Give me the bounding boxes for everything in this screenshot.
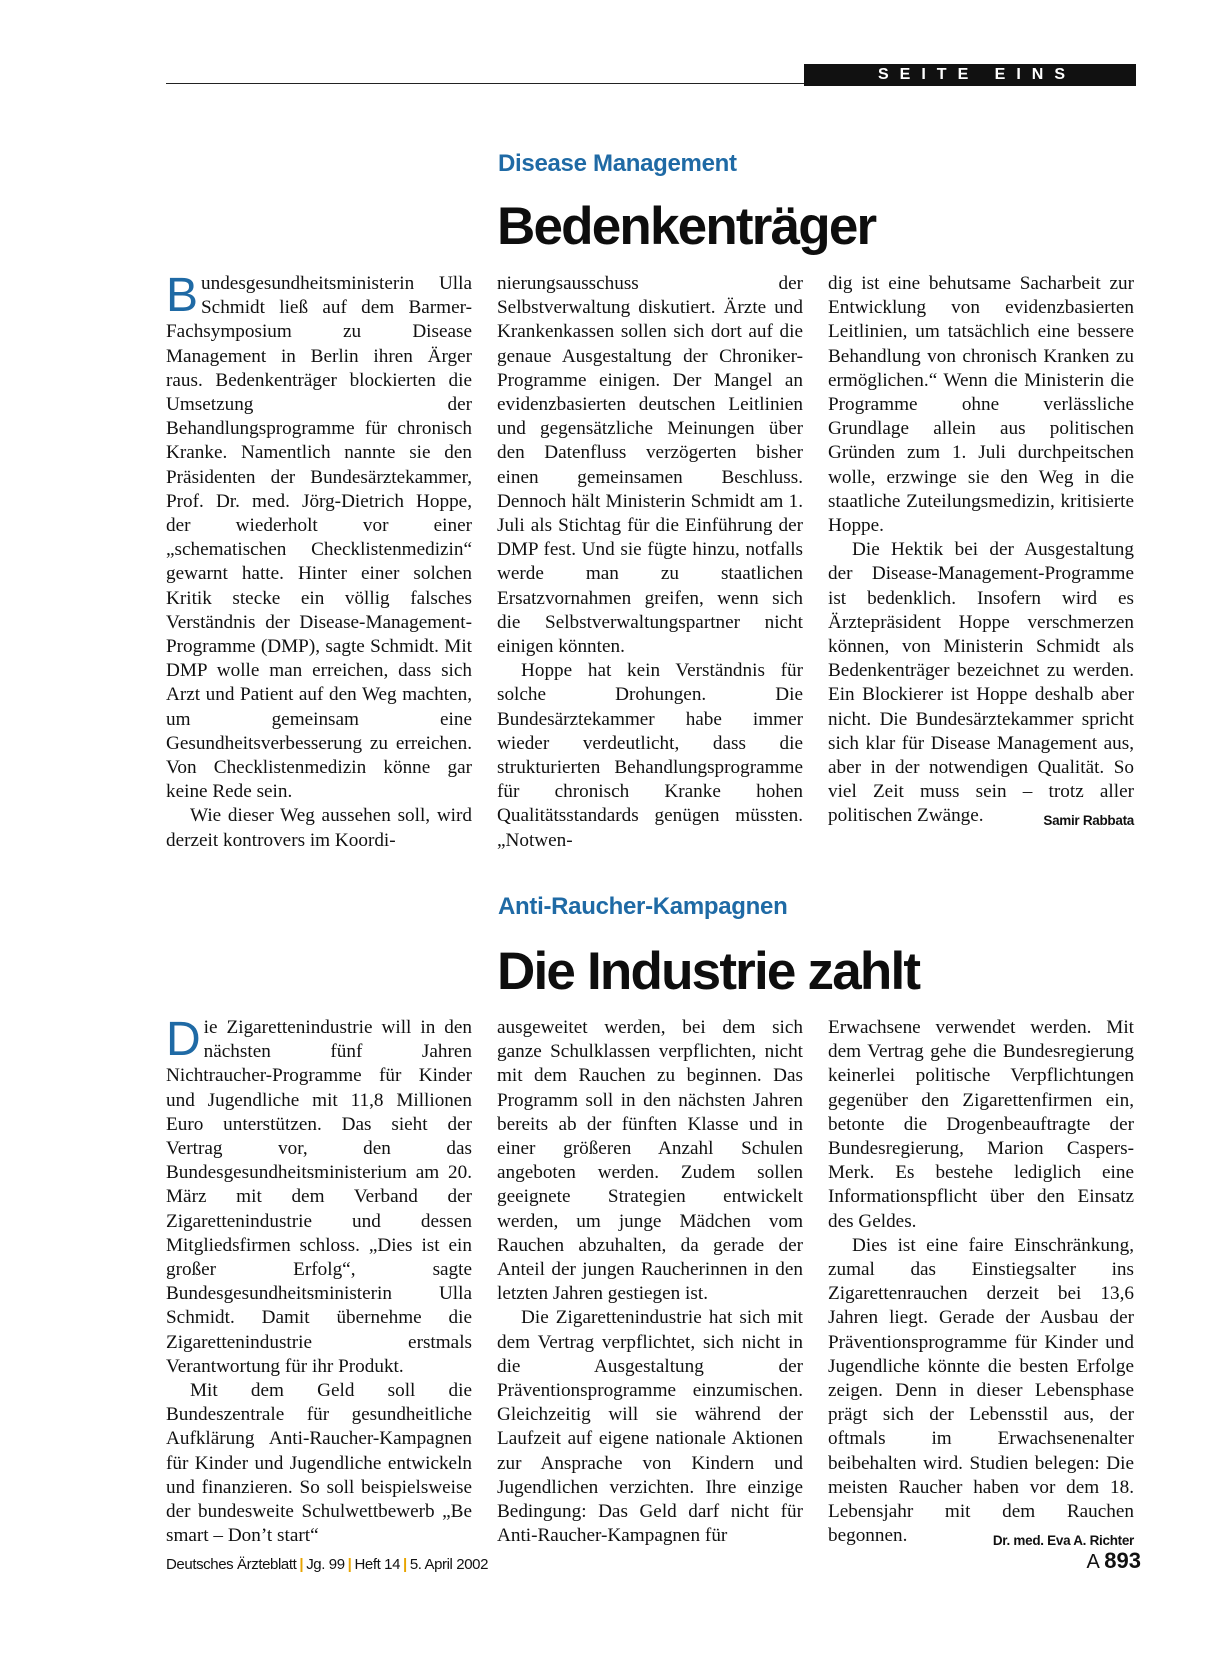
article2-column-3: [828, 1016, 1134, 1553]
article1-dropcap: B: [166, 269, 199, 322]
article2-col2-para-1: ausgeweitet werden, bei dem sich ganze Schulklassen verpflichten, nicht mit dem Rauchen zu beginnen. Das Programm soll in den nächsten Jahren bereits ab der fünften Klasse und in einer größeren Anzahl Schulen angeboten werden. Zudem sollen geeignete Strategien entwickelt werden, um junge Mädchen vom Rauchen abzuhalten, da gerade der Anteil der jungen Raucherinnen in den letzten Jahren gestiegen ist.: [497, 1017, 803, 1305]
footer-issue: Heft 14: [354, 1556, 401, 1573]
article2-column-2: [497, 1016, 803, 1548]
article2-headline: Die Industrie zahlt: [497, 942, 920, 1001]
footer-date: 5. April 2002: [409, 1556, 489, 1573]
page-number-value: 893: [1104, 1548, 1141, 1573]
footer-citation: Deutsches Ärzteblatt | Jg. 99 | Heft 14 | 5. April 2002: [166, 1556, 489, 1573]
article2-col2-para-2: Die Zigarettenindustrie hat sich mit dem Vertrag verpflichtet, sich nicht in die Ausgestaltung der Präventionsprogramme einzumischen. Gleichzeitig will sie während der Laufzeit auf eigene nationale Aktionen zur Ansprache von Kindern und Jugendlichen verzichten. Ihre einzige Bedingung: Das Geld darf nicht für Anti-Raucher-Kampagnen für: [497, 1307, 803, 1547]
article1-col1-para-1: Bundesgesundheitsministerin Ulla Schmidt ließ auf dem Barmer-Fachsymposium zu Disease Management in Berlin ihren Ärger raus. Bedenkenträger blockierten die Umsetzung der Behandlungsprogramme für chronisch Kranke. Namentlich nannte sie den Präsidenten der Bundesärztekammer, Prof. Dr. med. Jörg-Dietrich Hoppe, der wiederholt vor einer „schematischen Checklistenmedizin“ gewarnt hatte. Hinter einer solchen Kritik stecke ein völlig falsches Verständnis der Disease-Management-Programme (DMP), sagte Schmidt. Mit DMP wolle man erreichen, dass sich Arzt und Patient auf den Weg machten, um gemeinsam eine Gesundheitsverbesserung zu erreichen. Von Checklistenmedizin könne gar keine Rede sein.: [166, 269, 472, 803]
article1-column-3: [828, 272, 1134, 834]
article1-column-1: [166, 269, 472, 853]
article1-author: Samir Rabbata: [1043, 813, 1134, 829]
footer-journal: Deutsches Ärzteblatt: [166, 1556, 297, 1573]
article2-author: Dr. med. Eva A. Richter: [992, 1533, 1134, 1549]
article1-col3-para-1: dig ist eine behutsame Sacharbeit zur Entwicklung von evidenzbasierten Leitlinien, um tatsächlich eine bessere Behandlung von chronisch Kranken zu ermöglichen.“ Wenn die Ministerin die Programme ohne verlässliche Grundlage allein aus politischen Gründen zum 1. Juli durchpeitschen wolle, erzwinge sie den Weg in die staatliche Zuteilungsmedizin, kritisierte Hoppe.: [828, 273, 1134, 537]
article1-headline: Bedenkenträger: [497, 197, 876, 256]
page-prefix: A: [1086, 1551, 1099, 1573]
article1-col2-para-2: Hoppe hat kein Verständnis für solche Drohungen. Die Bundesärztekammer habe immer wieder verdeutlicht, dass die strukturierten Behandlungsprogramme für chronisch Kranke hohen Qualitätsstandards genügen müssten. „Notwen-: [497, 660, 803, 851]
article2-col1-para-1: Die Zigarettenindustrie will in den nächsten fünf Jahren Nichtraucher-Programme für Kinder und Jugendliche mit 11,8 Millionen Euro unterstützen. Das sieht der Vertrag vor, den das Bundesgesundheitsministerium am 20. März mit dem Verband der Zigarettenindustrie und dessen Mitgliedsfirmen schloss. „Dies ist ein großer Erfolg“, sagte Bundesgesundheitsministerin Ulla Schmidt. Damit übernehme die Zigarettenindustrie erstmals Verantwortung für ihr Produkt.: [166, 1013, 472, 1377]
section-tag: SEITE EINS: [804, 64, 1136, 86]
article2-kicker: Anti-Raucher-Kampagnen: [498, 893, 788, 920]
article1-col1-para-2: Wie dieser Weg aussehen soll, wird derzeit kontrovers im Koordi-: [166, 805, 472, 851]
article2-column-1: [166, 1013, 472, 1548]
article1-kicker: Disease Management: [498, 150, 737, 177]
footer-volume: Jg. 99: [306, 1556, 345, 1573]
article2-col1-para-2: Mit dem Geld soll die Bundeszentrale für gesundheitliche Aufklärung Anti-Raucher-Kampagnen für Kinder und Jugendliche entwickeln und finanzieren. So soll beispielsweise der bundesweite Schulwettbewerb „Be smart – Don’t start“: [166, 1380, 472, 1547]
article2-dropcap: D: [166, 1013, 201, 1066]
article1-column-2: [497, 272, 803, 853]
article2-col3-para-2: Dies ist eine faire Einschränkung, zumal das Einstiegsalter ins Zigarettenrauchen derzeit bei 13,6 Jahren liegt. Gerade der Ausbau der Präventionsprogramme für Kinder und Jugendliche könnte die besten Erfolge zeigen. Denn in dieser Lebensphase prägt sich der Lebensstil aus, der oftmals im Erwachsenenalter beibehalten wird. Studien belegen: Die meisten Raucher haben vor dem 18. Lebensjahr mit dem Rauchen begonnen. Dr. med. Eva A. Richter: [828, 1234, 1134, 1549]
article1-col2-para-1: nierungsausschuss der Selbstverwaltung diskutiert. Ärzte und Krankenkassen sollen sich dort auf die genaue Ausgestaltung der Chroniker-Programme einigen. Der Mangel an evidenzbasierten deutschen Leitlinien und gegensätzliche Meinungen über den Datenfluss verzögerten bisher einen gemeinsamen Beschluss. Dennoch hält Ministerin Schmidt am 1. Juli als Stichtag für die Einführung der DMP fest. Und sie fügte hinzu, notfalls werde man zu staatlichen Ersatzvornahmen greifen, wenn sich die Selbstverwaltungspartner nicht einigen könnten.: [497, 273, 803, 658]
article2-col3-para-1: Erwachsene verwendet werden. Mit dem Vertrag gehe die Bundesregierung keinerlei politische Verpflichtungen gegenüber den Zigarettenfirmen ein, betonte die Drogenbeauftragte der Bundesregierung, Marion Caspers-Merk. Es bestehe lediglich eine Informationspflicht über den Einsatz des Geldes.: [828, 1017, 1134, 1232]
page-number: [1086, 1548, 1141, 1574]
article1-col3-para-2: Die Hektik bei der Ausgestaltung der Disease-Management-Programme ist bedenklich. Insofern wird es Ärztepräsident Hoppe verschmerzen können, von Ministerin Schmidt als Bedenkenträger bezeichnet zu werden. Ein Blockierer ist Hoppe deshalb aber nicht. Die Bundesärztekammer spricht sich klar für Disease Management aus, aber in der notwendigen Qualität. So viel Zeit muss sein – trotz aller politischen Zwänge. Samir Rabbata: [828, 538, 1134, 828]
